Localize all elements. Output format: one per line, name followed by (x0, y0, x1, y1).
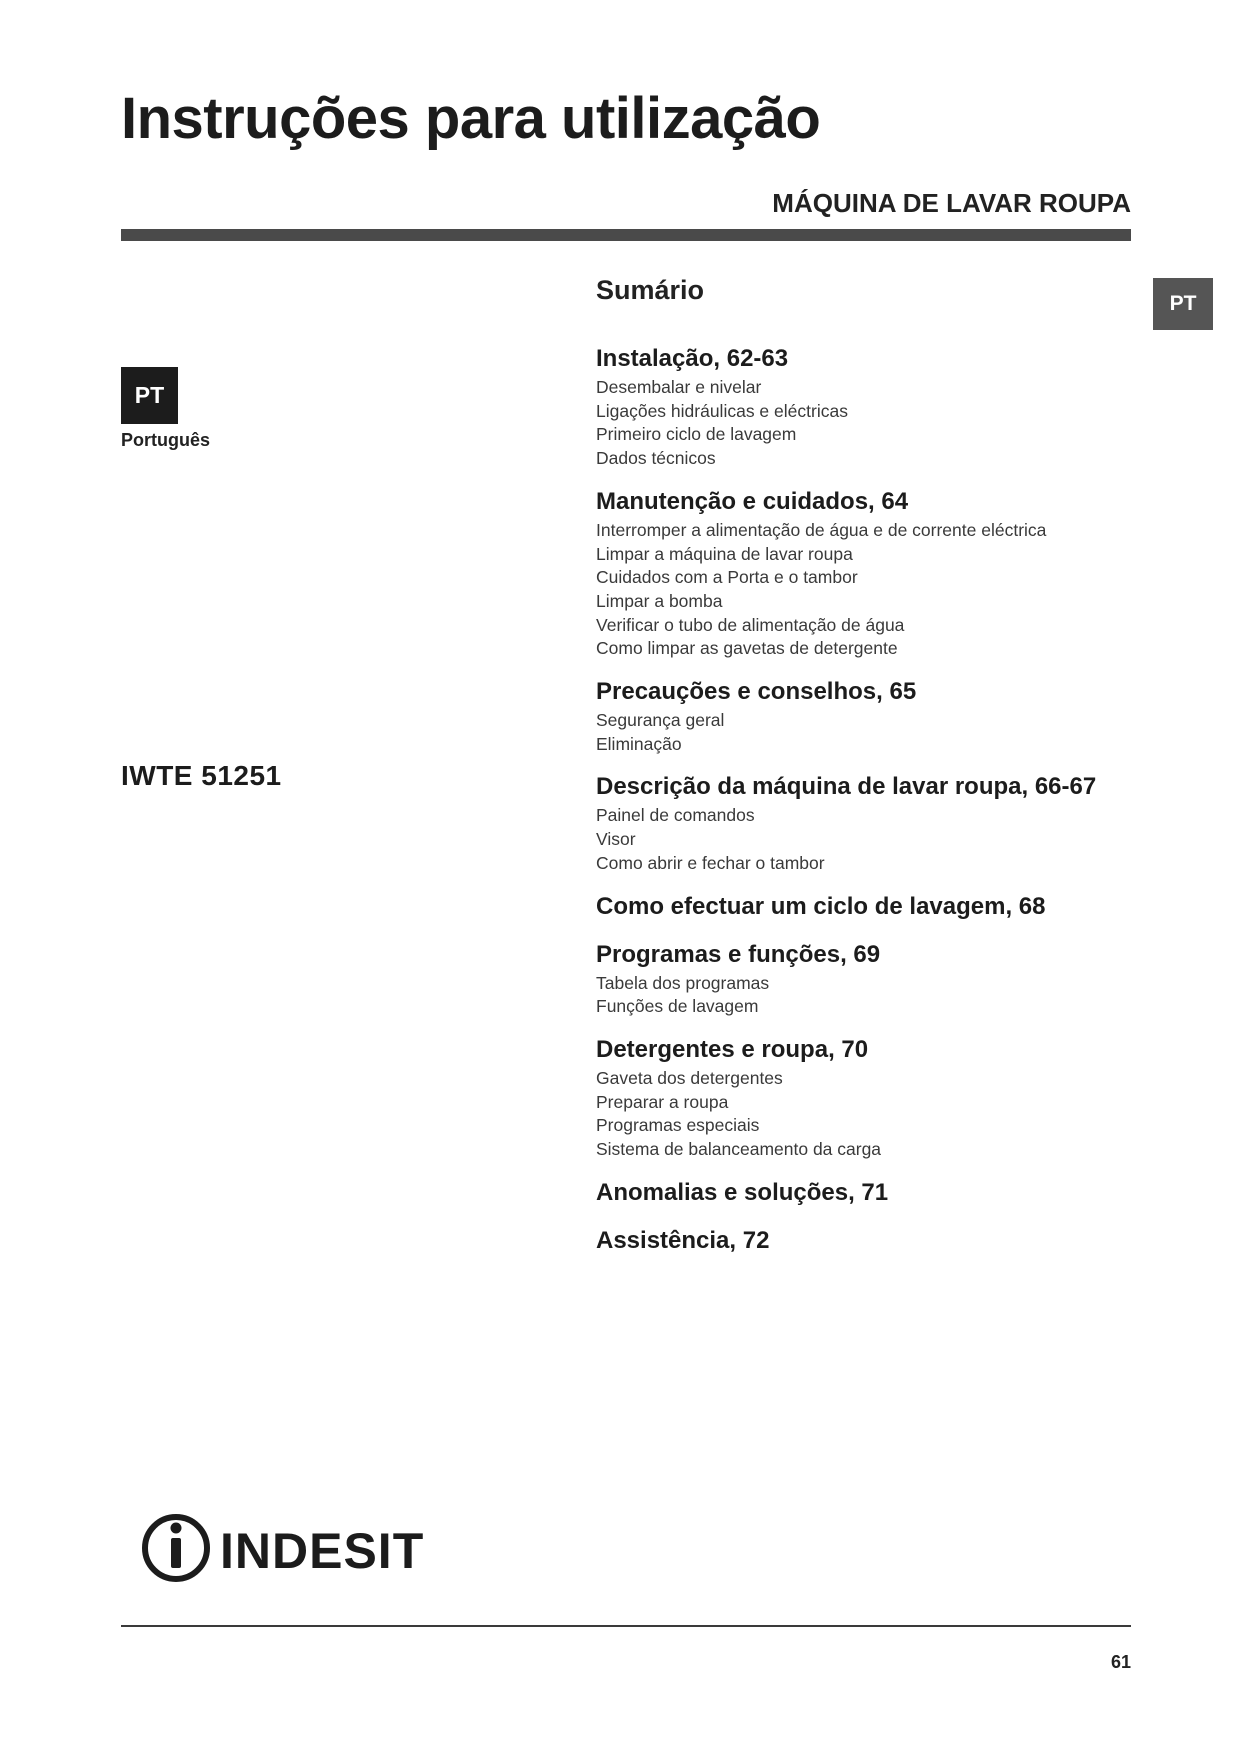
model-number: IWTE 51251 (121, 760, 282, 791)
logo-dot (171, 1523, 182, 1534)
toc-section (596, 938, 1136, 1019)
toc-heading[interactable]: Como efectuar um ciclo de lavagem, 68 (596, 892, 1046, 920)
toc-heading[interactable]: Manutenção e cuidados, 64 (596, 487, 909, 515)
toc-heading[interactable]: Precauções e conselhos, 65 (596, 678, 917, 706)
indesit-logo-icon (142, 1510, 432, 1586)
toc-item[interactable]: Gaveta dos detergentes (596, 1067, 783, 1088)
toc-item[interactable]: Primeiro ciclo de lavagem (596, 424, 797, 445)
language-name: Português (121, 430, 211, 450)
toc-section (596, 770, 1136, 875)
toc-item[interactable]: Eliminação (596, 733, 682, 754)
toc-sections (596, 342, 1136, 1258)
logo-stem (171, 1538, 181, 1568)
toc-section (596, 485, 1136, 661)
language-side-tab[interactable]: PT (1153, 278, 1213, 330)
page-number: 61 (1110, 1652, 1131, 1672)
toc-item[interactable]: Visor (596, 829, 636, 850)
toc-item[interactable]: Preparar a roupa (596, 1091, 729, 1112)
toc-heading[interactable]: Programas e funções, 69 (596, 940, 881, 968)
toc-section (596, 342, 1136, 471)
toc-item[interactable]: Desembalar e nivelar (596, 377, 762, 397)
toc-heading[interactable]: Descrição da máquina de lavar roupa, 66-67 (596, 773, 1097, 801)
toc-heading[interactable]: Anomalias e soluções, 71 (596, 1178, 889, 1206)
toc-heading[interactable]: Assistência, 72 (596, 1226, 770, 1254)
toc-heading[interactable]: Instalação, 62-63 (596, 345, 789, 372)
page-title: Instruções para utilização (121, 86, 821, 151)
toc-item[interactable]: Cuidados com a Porta e o tambor (596, 567, 858, 588)
toc-item[interactable]: Verificar o tubo de alimentação de água (596, 614, 905, 635)
toc-item[interactable]: Como abrir e fechar o tambor (596, 852, 825, 873)
document-subtitle: MÁQUINA DE LAVAR ROUPA (772, 188, 1131, 218)
toc-item[interactable]: Interromper a alimentação de água e de corrente eléctrica (596, 519, 1047, 540)
toc-item[interactable]: Limpar a máquina de lavar roupa (596, 543, 853, 564)
table-of-contents (596, 272, 1136, 1272)
toc-section (596, 1176, 1136, 1210)
toc-section (596, 1224, 1136, 1258)
brand-logo (142, 1510, 432, 1586)
toc-item[interactable]: Sistema de balanceamento da carga (596, 1139, 882, 1160)
toc-item[interactable]: Programas especiais (596, 1115, 760, 1136)
toc-section (596, 675, 1136, 756)
toc-section (596, 890, 1136, 924)
toc-item[interactable]: Como limpar as gavetas de detergente (596, 638, 898, 659)
header-divider (121, 229, 1131, 241)
brand-name: INDESIT (220, 1523, 425, 1579)
toc-item[interactable]: Dados técnicos (596, 448, 716, 469)
toc-item[interactable]: Tabela dos programas (596, 972, 770, 993)
toc-item[interactable]: Ligações hidráulicas e eléctricas (596, 400, 848, 421)
toc-section (596, 1033, 1136, 1162)
toc-item[interactable]: Painel de comandos (596, 805, 755, 826)
toc-item[interactable]: Limpar a bomba (596, 590, 723, 611)
toc-title: Sumário (596, 275, 705, 305)
footer-divider (121, 1625, 1131, 1627)
language-badge: PT (121, 367, 178, 424)
toc-item[interactable]: Segurança geral (596, 710, 725, 731)
toc-heading[interactable]: Detergentes e roupa, 70 (596, 1035, 869, 1063)
toc-item[interactable]: Funções de lavagem (596, 996, 759, 1017)
